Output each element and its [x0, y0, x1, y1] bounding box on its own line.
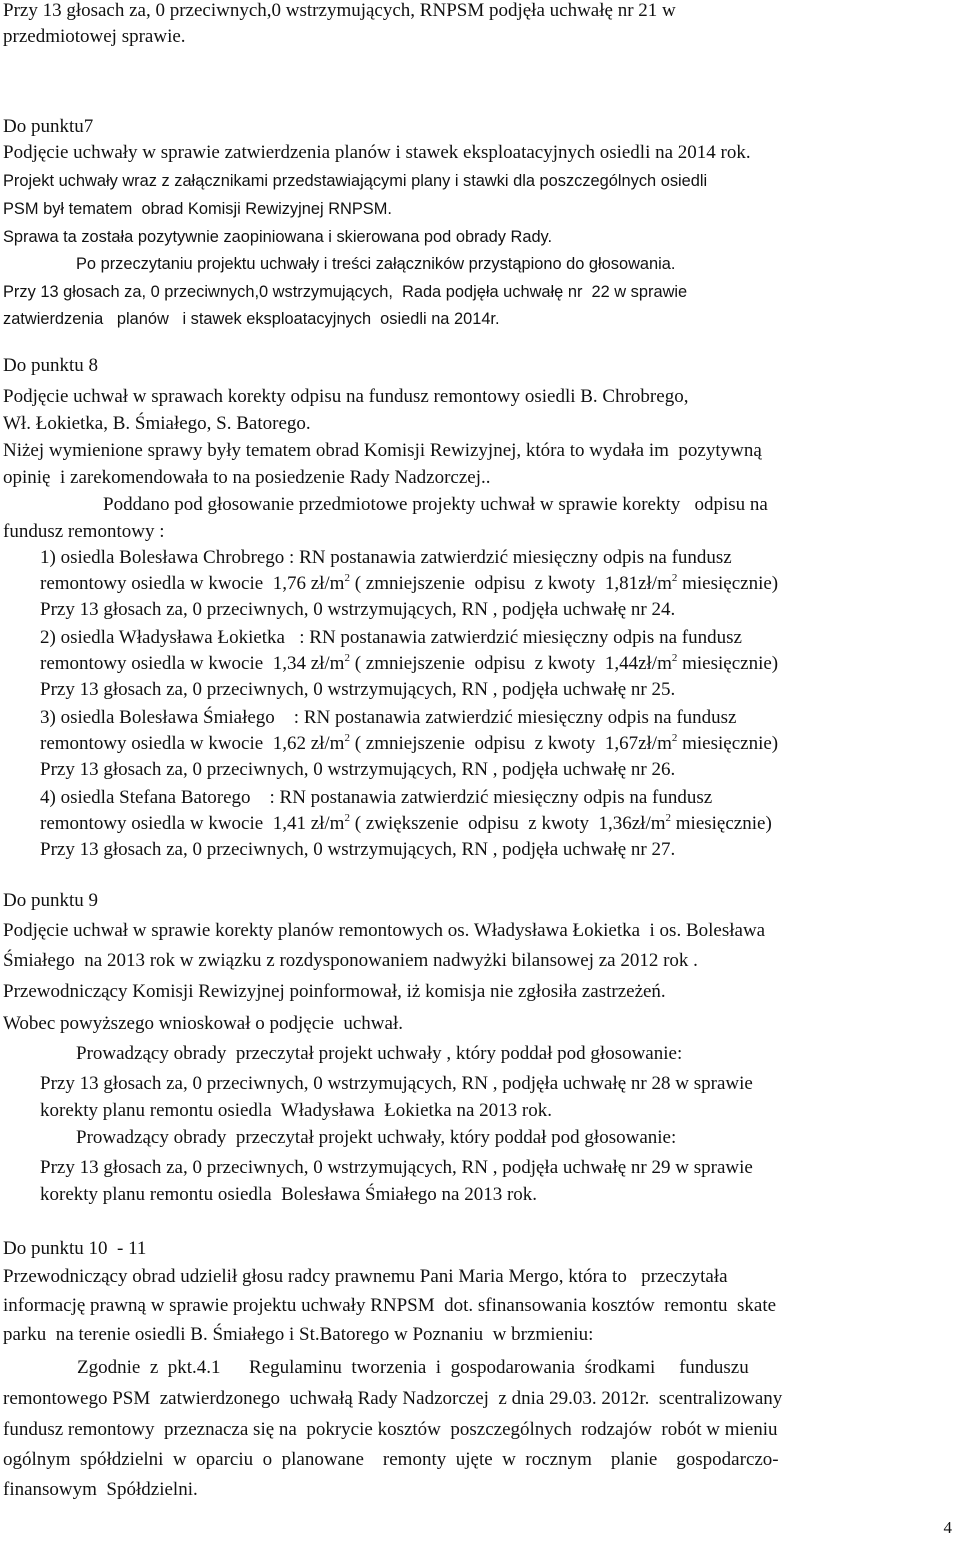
- list-item: remontowy osiedla w kwocie 1,62 $zł/m^2$ ( zmniejszenie odpisu z kwoty $1,67zł/m^2$ miesięcznie): [40, 732, 779, 754]
- paragraph-line: korekty planu remontu osiedla Władysława Łokietka na 2013 rok.: [40, 1100, 552, 1121]
- list-item: Przy 13 głosach za, 0 przeciwnych, 0 wstrzymujących, RN , podjęła uchwałę nr 27.: [40, 839, 676, 860]
- section-title-punkt7: Podjęcie uchwały w sprawie zatwierdzenia planów i stawek eksploatacyjnych osiedli na 2014 rok.: [3, 142, 751, 163]
- list-item: Przy 13 głosach za, 0 przeciwnych, 0 wstrzymujących, RN , podjęła uchwałę nr 24.: [40, 599, 676, 620]
- paragraph-line: opinię i zarekomendowała to na posiedzenie Rady Nadzorczej..: [3, 467, 491, 488]
- paragraph-line: korekty planu remontu osiedla Bolesława Śmiałego na 2013 rok.: [40, 1184, 538, 1205]
- paragraph-line: remontowego PSM zatwierdzonego uchwałą Rady Nadzorczej z dnia 29.03. 2012r. scentralizowany: [3, 1388, 783, 1409]
- paragraph-line: Projekt uchwały wraz z załącznikami przedstawiającymi plany i stawki dla poszczególnych osiedli: [3, 172, 708, 190]
- paragraph-line: Prowadzący obrady przeczytał projekt uchwały , który poddał pod głosowanie:: [76, 1043, 683, 1064]
- section-title-punkt8: Wł. Łokietka, B. Śmiałego, S. Batorego.: [3, 413, 311, 434]
- list-item: 2) osiedla Władysława Łokietka : RN postanawia zatwierdzić miesięczny odpis na fundusz: [40, 627, 742, 648]
- paragraph-line: finansowym Spółdzielni.: [3, 1479, 198, 1500]
- section-heading-punkt8: Do punktu 8: [3, 355, 98, 376]
- paragraph-line: Przewodniczący Komisji Rewizyjnej poinformował, iż komisja nie zgłosiła zastrzeżeń.: [3, 981, 666, 1002]
- list-item: remontowy osiedla w kwocie 1,41 $zł/m^2$ ( zwiększenie odpisu z kwoty $1,36zł/m^2$ miesięcznie): [40, 812, 772, 834]
- list-item: remontowy osiedla w kwocie 1,76 $zł/m^2$ ( zmniejszenie odpisu z kwoty $1,81zł/m^2$ miesięcznie): [40, 572, 779, 594]
- list-item: 4) osiedla Stefana Batorego : RN postanawia zatwierdzić miesięczny odpis na fundusz: [40, 787, 713, 808]
- list-item: remontowy osiedla w kwocie 1,34 $zł/m^2$ ( zmniejszenie odpisu z kwoty $1,44zł/m^2$ miesięcznie): [40, 652, 779, 674]
- list-item: Przy 13 głosach za, 0 przeciwnych, 0 wstrzymujących, RN , podjęła uchwałę nr 26.: [40, 759, 676, 780]
- paragraph-line: fundusz remontowy przeznacza się na pokrycie kosztów poszczególnych rodzajów robót w mieniu: [3, 1419, 778, 1440]
- list-item: Przy 13 głosach za, 0 przeciwnych, 0 wstrzymujących, RN , podjęła uchwałę nr 25.: [40, 679, 676, 700]
- page-number: 4: [943, 1518, 952, 1537]
- paragraph-line: Przewodniczący obrad udzielił głosu radcy prawnemu Pani Maria Mergo, która to przeczytała: [3, 1266, 728, 1287]
- paragraph-line: Śmiałego na 2013 rok w związku z rozdysponowaniem nadwyżki bilansowej za 2012 rok .: [3, 950, 698, 971]
- section-title-punkt8: Podjęcie uchwał w sprawach korekty odpisu na fundusz remontowy osiedli B. Chrobrego,: [3, 386, 689, 407]
- section-heading-punkt9: Do punktu 9: [3, 890, 98, 911]
- list-item: 3) osiedla Bolesława Śmiałego : RN postanawia zatwierdzić miesięczny odpis na fundusz: [40, 707, 737, 728]
- paragraph-line: Po przeczytaniu projektu uchwały i treści załączników przystąpiono do głosowania.: [76, 255, 676, 273]
- paragraph-line: Sprawa ta została pozytywnie zaopiniowana i skierowana pod obrady Rady.: [3, 228, 553, 246]
- paragraph-line: Niżej wymienione sprawy były tematem obrad Komisji Rewizyjnej, która to wydała im pozytywną: [3, 440, 762, 461]
- paragraph-line: PSM był tematem obrad Komisji Rewizyjnej RNPSM.: [3, 200, 392, 218]
- paragraph-line: Podjęcie uchwał w sprawie korekty planów remontowych os. Władysława Łokietka i os. Bolesława: [3, 920, 766, 941]
- intro-line: Przy 13 głosach za, 0 przeciwnych,0 wstrzymujących, RNPSM podjęła uchwałę nr 21 w: [3, 0, 676, 21]
- paragraph-line: Zgodnie z pkt.4.1 Regulaminu tworzenia i gospodarowania środkami funduszu: [77, 1357, 749, 1378]
- paragraph-line: Przy 13 głosach za, 0 przeciwnych, 0 wstrzymujących, RN , podjęła uchwałę nr 29 w sprawie: [40, 1157, 753, 1178]
- section-heading-punkt7: Do punktu7: [3, 116, 94, 137]
- paragraph-line: Przy 13 głosach za, 0 przeciwnych, 0 wstrzymujących, RN , podjęła uchwałę nr 28 w sprawie: [40, 1073, 753, 1094]
- intro-line: przedmiotowej sprawie.: [3, 26, 186, 47]
- paragraph-line: zatwierdzenia planów i stawek eksploatacyjnych osiedli na 2014r.: [3, 310, 500, 328]
- paragraph-line: parku na terenie osiedli B. Śmiałego i St.Batorego w Poznaniu w brzmieniu:: [3, 1324, 594, 1345]
- paragraph-line: Przy 13 głosach za, 0 przeciwnych,0 wstrzymujących, Rada podjęła uchwałę nr 22 w sprawie: [3, 283, 688, 301]
- list-item: 1) osiedla Bolesława Chrobrego : RN postanawia zatwierdzić miesięczny odpis na fundusz: [40, 547, 732, 568]
- paragraph-line: Poddano pod głosowanie przedmiotowe projekty uchwał w sprawie korekty odpisu na: [103, 494, 768, 515]
- paragraph-line: fundusz remontowy :: [3, 521, 165, 542]
- section-heading-punkt10: Do punktu 10 - 11: [3, 1238, 147, 1259]
- paragraph-line: Wobec powyższego wnioskował o podjęcie uchwał.: [3, 1013, 403, 1034]
- paragraph-line: Prowadzący obrady przeczytał projekt uchwały, który poddał pod głosowanie:: [76, 1127, 677, 1148]
- paragraph-line: informację prawną w sprawie projektu uchwały RNPSM dot. sfinansowania kosztów remontu skate: [3, 1295, 777, 1316]
- paragraph-line: ogólnym spółdzielni w oparciu o planowane remonty ujęte w rocznym planie gospodarczo-: [3, 1449, 779, 1470]
